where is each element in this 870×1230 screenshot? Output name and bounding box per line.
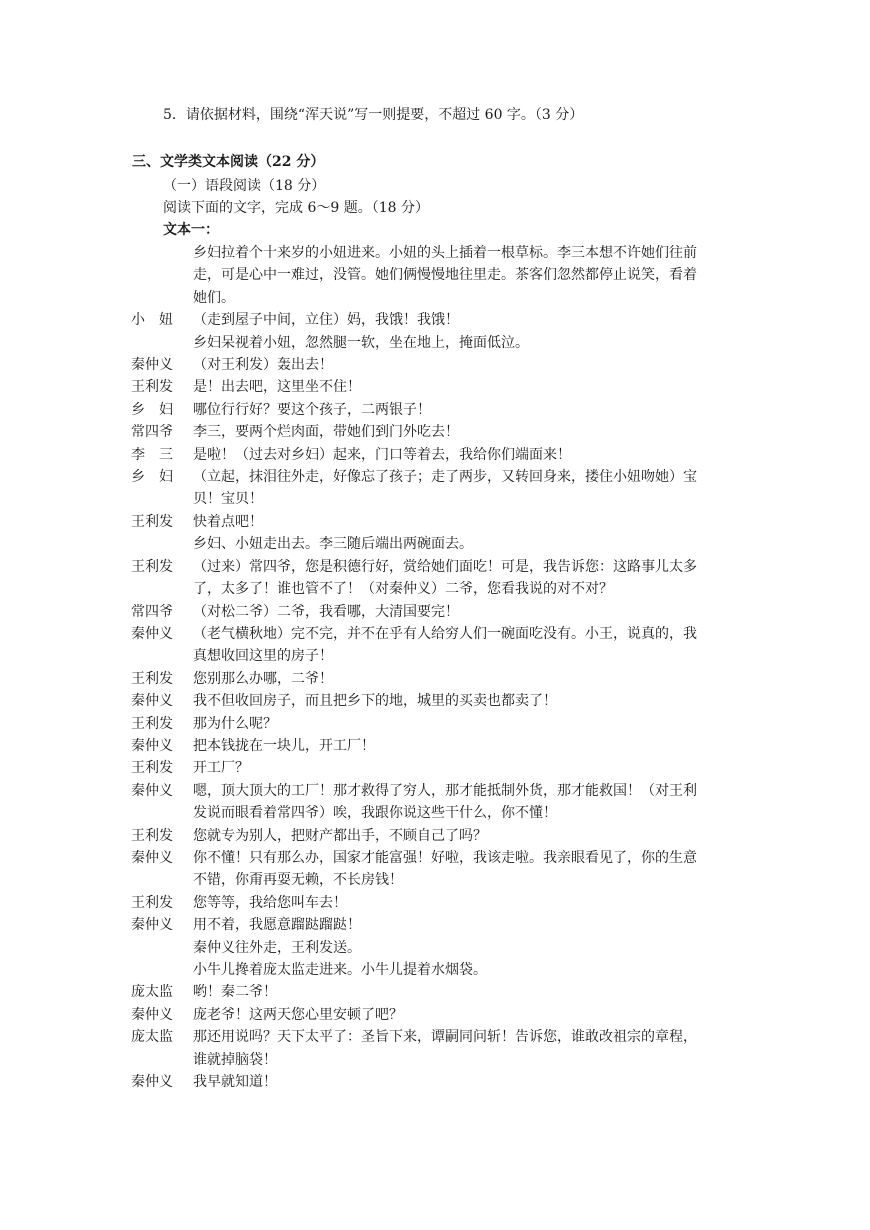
speech-text: （对王利发）轰出去！ [193, 357, 333, 374]
speaker-name: 王利发 [131, 558, 173, 575]
dialogue-line [0, 847, 870, 869]
speaker-name [131, 488, 193, 510]
stage-direction-text: 走，可是心中一难过，没管。她们俩慢慢地往里走。茶客们忽然都停止说笑，看着 [193, 267, 697, 284]
speech-text: 把本钱拢在一块儿，开工厂！ [193, 737, 375, 754]
speaker-name [131, 264, 193, 286]
subsection-title: （一）语段阅读（18 分） [163, 178, 326, 194]
speech-text: 您等等，我给您叫车去！ [193, 894, 347, 911]
speaker-name: 王利发 [131, 715, 173, 732]
speaker-name [131, 533, 193, 555]
dialogue-line [0, 376, 870, 398]
dialogue-line [0, 802, 870, 824]
speaker-name: 王利发 [131, 760, 173, 777]
speech-text: 您就专为别人，把财产都出手，不顾自己了吗？ [193, 827, 487, 844]
speaker-name: 秦仲义 [131, 693, 173, 710]
stage-direction-text: 小牛儿搀着庞太监走进来。小牛儿提着水烟袋。 [193, 962, 487, 978]
speaker-name [131, 287, 193, 309]
dialogue-line [0, 981, 870, 1003]
speech-text: 我不但收回房子，而且把乡下的地，城里的买卖也都卖了！ [193, 693, 557, 710]
speech-text: （立起，抹泪往外走，好像忘了孩子；走了两步，又转回身来，搂住小妞吻她）宝 [193, 469, 697, 486]
speech-text: 开工厂？ [193, 760, 249, 777]
speech-text: 李三，要两个烂肉面，带她们到门外吃去！ [193, 424, 459, 441]
speech-text: 快着点吧！ [193, 513, 263, 530]
dialogue-line [0, 1071, 870, 1093]
stage-direction-text: 乡妇呆视着小妞，忽然腿一软，坐在地上，掩面低泣。 [193, 334, 529, 351]
speech-text: 我早就知道！ [193, 1074, 277, 1091]
dialogue-line [0, 354, 870, 376]
stage-direction [0, 264, 870, 286]
speaker-name: 王利发 [131, 513, 173, 530]
dialogue-line [0, 735, 870, 757]
speaker-name [131, 578, 193, 600]
speech-text: 真想收回这里的房子！ [193, 648, 333, 665]
speaker-name [131, 937, 193, 959]
stage-direction [0, 242, 870, 264]
stage-direction [0, 959, 870, 981]
speaker-name: 王利发 [131, 379, 173, 396]
speaker-name [131, 869, 193, 891]
speaker-name [131, 332, 193, 354]
speaker-name: 小 妞 [131, 312, 173, 329]
dialogue-line [0, 825, 870, 847]
speaker-name: 秦仲义 [131, 849, 173, 866]
speaker-name: 李 三 [131, 446, 173, 463]
play-script [0, 242, 870, 1093]
speaker-name: 常四爷 [131, 603, 173, 620]
dialogue-line [0, 601, 870, 623]
speaker-name [131, 1049, 193, 1071]
speech-text: 庞老爷！这两天您心里安顿了吧？ [193, 1006, 403, 1023]
speech-text: （对松二爷）二爷，我看哪，大清国要完！ [193, 603, 459, 620]
speech-text: 用不着，我愿意蹓跶蹓跶！ [193, 917, 361, 934]
dialogue-line [0, 780, 870, 802]
dialogue-line [0, 511, 870, 533]
speaker-name: 秦仲义 [131, 917, 173, 934]
speaker-name: 秦仲义 [131, 625, 173, 642]
dialogue-line [0, 578, 870, 600]
text-one-label: 文本一： [163, 222, 219, 238]
speaker-name: 乡 妇 [131, 469, 173, 486]
speaker-name: 庞太监 [131, 1029, 173, 1046]
speech-text: 是啦！（过去对乡妇）起来，门口等着去，我给你们端面来！ [193, 446, 571, 463]
speaker-name: 秦仲义 [131, 357, 173, 374]
stage-direction [0, 332, 870, 354]
speaker-name [131, 802, 193, 824]
speaker-name: 庞太监 [131, 984, 173, 1001]
dialogue-line [0, 623, 870, 645]
speech-text: 不错，你甭再耍无赖，不长房钱！ [193, 872, 403, 889]
speech-text: 那还用说吗？天下太平了：圣旨下来，谭嗣同问斩！告诉您，谁敢改祖宗的章程， [193, 1029, 697, 1046]
speech-text: 是！出去吧，这里坐不住！ [193, 379, 361, 396]
speech-text: 你不懂！只有那么办，国家才能富强！好啦，我该走啦。我亲眼看见了，你的生意 [193, 849, 697, 866]
stage-direction [0, 937, 870, 959]
speaker-name [131, 242, 193, 264]
dialogue-line [0, 757, 870, 779]
speech-text: 发说而眼看着常四爷）唉，我跟你说这些干什么，你不懂！ [193, 805, 557, 822]
dialogue-line [0, 892, 870, 914]
speech-text: （过来）常四爷，您是积德行好，赏给她们面吃！可是，我告诉您：这路事儿太多 [193, 558, 697, 575]
speech-text: （老气横秋地）完不完，并不在乎有人给穷人们一碗面吃没有。小王，说真的，我 [193, 625, 697, 642]
speaker-name: 王利发 [131, 670, 173, 687]
stage-direction [0, 287, 870, 309]
stage-direction [0, 533, 870, 555]
stage-direction-text: 秦仲义往外走，王利发送。 [193, 939, 361, 956]
dialogue-line [0, 713, 870, 735]
speech-text: 哟！秦二爷！ [193, 984, 277, 1001]
speech-text: 谁就掉脑袋！ [193, 1051, 277, 1068]
stage-direction-text: 乡妇、小妞走出去。李三随后端出两碗面去。 [193, 536, 473, 553]
dialogue-line [0, 399, 870, 421]
dialogue-line [0, 914, 870, 936]
speaker-name: 常四爷 [131, 424, 173, 441]
dialogue-line [0, 421, 870, 443]
speaker-name: 秦仲义 [131, 1074, 173, 1091]
dialogue-line [0, 869, 870, 891]
speaker-name: 乡 妇 [131, 401, 173, 418]
speech-text: 贝！宝贝！ [193, 491, 263, 508]
speaker-name [131, 959, 193, 981]
reading-instruction: 阅读下面的文字，完成 6～9 题。（18 分） [163, 200, 429, 216]
dialogue-line [0, 444, 870, 466]
speech-text: 了，太多了！谁也管不了！（对秦仲义）二爷，您看我说的对不对？ [193, 581, 613, 598]
dialogue-line [0, 556, 870, 578]
dialogue-line [0, 309, 870, 331]
dialogue-line [0, 1026, 870, 1048]
speech-text: 哪位行行好？要这个孩子，二两银子！ [193, 401, 431, 418]
dialogue-line [0, 466, 870, 488]
dialogue-line [0, 1049, 870, 1071]
speaker-name: 秦仲义 [131, 737, 173, 754]
speaker-name: 秦仲义 [131, 782, 173, 799]
question-5: 5．请依据材料，围绕“浑天说”写一则提要，不超过 60 字。（3 分） [163, 107, 584, 123]
dialogue-line [0, 645, 870, 667]
section-title: 三、文学类文本阅读（22 分） [132, 154, 325, 170]
dialogue-line [0, 1004, 870, 1026]
speech-text: 那为什么呢？ [193, 715, 277, 732]
dialogue-line [0, 488, 870, 510]
speech-text: 嗯，顶大顶大的工厂！那才救得了穷人，那才能抵制外货，那才能救国！（对王利 [193, 782, 697, 799]
stage-direction-text: 她们。 [193, 289, 235, 306]
speech-text: （走到屋子中间，立住）妈，我饿！我饿！ [193, 312, 459, 329]
dialogue-line [0, 668, 870, 690]
stage-direction-text: 乡妇拉着个十来岁的小妞进来。小妞的头上插着一根草标。李三本想不许她们往前 [193, 245, 697, 261]
speech-text: 您别那么办哪，二爷！ [193, 670, 333, 687]
speaker-name: 王利发 [131, 894, 173, 911]
speaker-name: 王利发 [131, 827, 173, 844]
speaker-name: 秦仲义 [131, 1006, 173, 1023]
dialogue-line [0, 690, 870, 712]
speaker-name [131, 645, 193, 667]
